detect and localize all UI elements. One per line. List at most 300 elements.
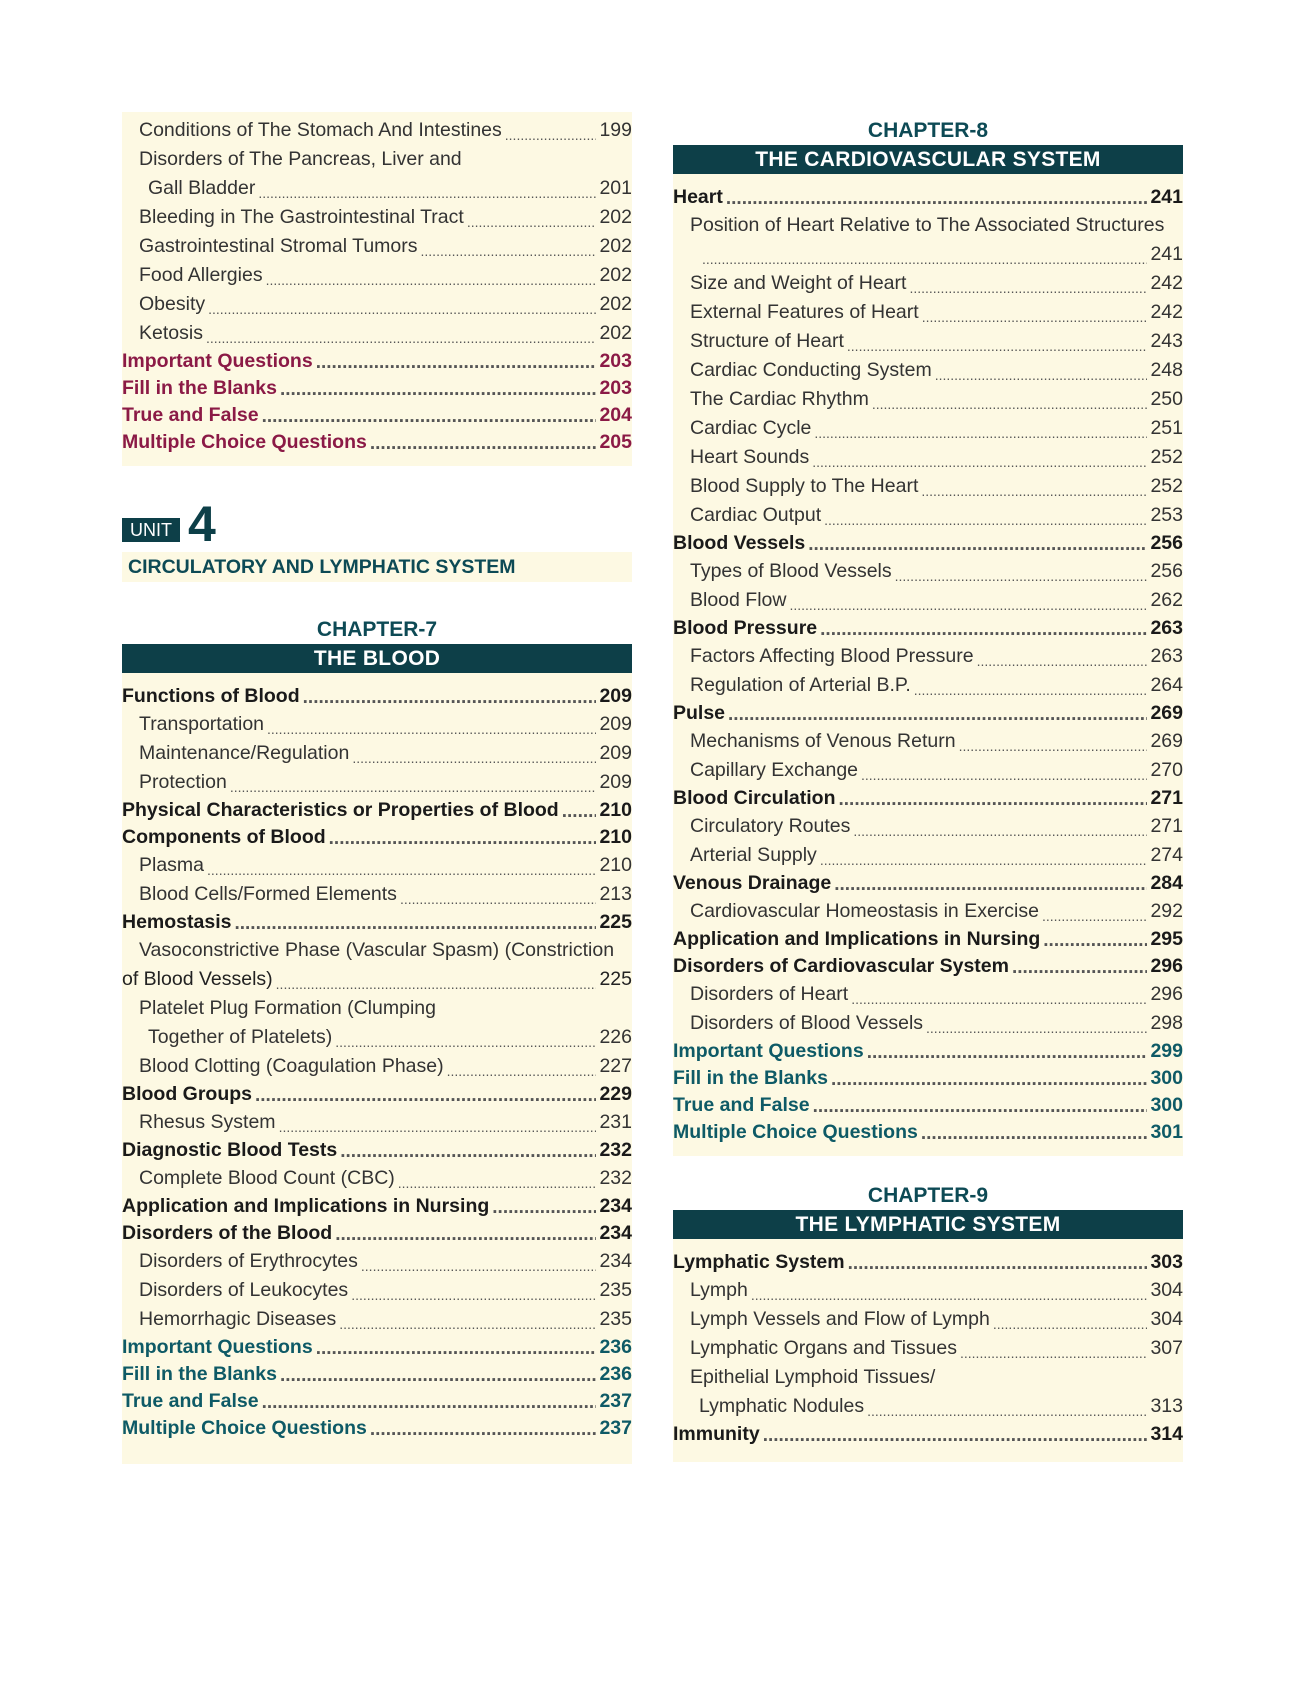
toc-entry-page: 296 [1150,955,1183,977]
toc-entry-page: 202 [599,322,632,344]
toc-entry[interactable] [122,429,632,456]
toc-entry-page: 204 [599,404,632,426]
toc-entry[interactable] [122,1108,632,1137]
toc-entry-page: 292 [1150,900,1183,922]
toc-entry-label: Disorders of the Blood [122,1222,333,1244]
toc-entry[interactable] [122,375,632,402]
toc-entry-label: Gastrointestinal Stromal Tumors [139,235,418,257]
toc-entry-page: 304 [1150,1279,1183,1301]
toc-entry[interactable] [122,683,632,710]
dot-leader [848,1252,1148,1276]
toc-entry-label: Blood Supply to The Heart [690,475,919,497]
toc-list [673,1239,1183,1462]
unit-heading [122,496,632,582]
toc-entry[interactable] [122,1415,632,1442]
toc-entry-page: 300 [1150,1067,1183,1089]
toc-entry[interactable] [122,1081,632,1108]
toc-entry-page: 243 [1150,330,1183,352]
toc-entry-page: 269 [1150,702,1183,724]
chapter-title-bar: THE CARDIOVASCULAR SYSTEM [673,145,1183,174]
toc-entry-page: 241 [1150,243,1183,265]
toc-list [673,174,1183,1156]
toc-entry-page: 232 [599,1167,632,1189]
toc-entry-label: Disorders of Erythrocytes [139,1250,358,1272]
toc-entry-label: Multiple Choice Questions [122,431,367,453]
toc-entry[interactable] [122,1276,632,1305]
toc-entry-page: 234 [599,1250,632,1272]
toc-entry-page: 213 [599,883,632,905]
toc-entry-label: Complete Blood Count (CBC) [139,1167,395,1189]
toc-entry[interactable] [673,586,1183,615]
toc-entry[interactable] [673,472,1183,501]
toc-entry-label: Circulatory Routes [690,815,851,837]
toc-entry[interactable] [122,824,632,851]
toc-entry-page: 234 [599,1222,632,1244]
toc-entry-page: 269 [1150,730,1183,752]
toc-entry-label: Blood Pressure [673,617,818,639]
chapter-9-section [673,1180,1183,1462]
toc-entry-label: Obesity [139,293,206,315]
dot-leader [280,378,597,402]
toc-entry-label: Position of Heart Relative to The Associated Structures [690,214,1165,236]
toc-entry-label: Protection [139,771,227,793]
toc-entry-page: 252 [1150,475,1183,497]
toc-entry[interactable] [673,269,1183,298]
toc-entry-label: Cardiac Output [690,504,822,526]
toc-entry[interactable] [122,880,632,909]
toc-entry[interactable] [673,615,1183,642]
toc-entry-label: Epithelial Lymphoid Tissues/ [690,1366,936,1388]
toc-entry[interactable] [122,710,632,739]
toc-entry[interactable] [673,327,1183,356]
toc-entry-page: 251 [1150,417,1183,439]
dot-leader [266,270,597,290]
toc-entry-page: 264 [1150,674,1183,696]
toc-entry-label: Disorders of Blood Vessels [690,1012,924,1034]
toc-entry-label: Size and Weight of Heart [690,272,907,294]
toc-entry[interactable] [673,501,1183,530]
dot-leader [922,307,1148,327]
toc-entry-label: Blood Circulation [673,787,836,809]
toc-entry-label: Blood Flow [690,589,787,611]
dot-leader [340,1140,596,1164]
dot-leader [279,1117,597,1137]
toc-entry-label: of Blood Vessels) [122,968,273,990]
toc-entry[interactable] [673,1276,1183,1305]
toc-entry-label: Cardiac Conducting System [690,359,932,381]
toc-entry-page: 236 [599,1336,632,1358]
toc-entry[interactable] [673,812,1183,841]
dot-leader [280,1364,597,1388]
dot-leader [847,336,1148,356]
toc-entry[interactable] [673,1038,1183,1065]
dot-leader [921,1122,1148,1146]
toc-entry-page: 270 [1150,759,1183,781]
dot-leader [262,1391,597,1415]
dot-leader [909,278,1147,298]
dot-leader [820,618,1147,642]
toc-entry-label: Structure of Heart [690,330,844,352]
toc-entry-page: 209 [599,771,632,793]
toc-entry-label: Physical Characteristics or Properties of Blood [122,799,559,821]
toc-entry[interactable] [673,385,1183,414]
toc-entry-label: Heart Sounds [690,446,810,468]
toc-entry-label: Cardiac Cycle [690,417,812,439]
toc-entry-label: Lymphatic System [673,1251,845,1273]
toc-entry[interactable] [673,700,1183,727]
toc-entry[interactable] [122,174,632,203]
toc-entry-label: Blood Vessels [673,532,806,554]
dot-leader [812,452,1147,472]
toc-entry-page: 202 [599,293,632,315]
toc-entry[interactable] [122,203,632,232]
toc-entry-page: 296 [1150,983,1183,1005]
toc-entry[interactable] [122,290,632,319]
toc-entry-page: 299 [1150,1040,1183,1062]
toc-entry-page: 301 [1150,1121,1183,1143]
toc-entry-page: 210 [599,854,632,876]
dot-leader [763,1424,1148,1448]
toc-entry-page: 209 [599,685,632,707]
toc-entry-page: 231 [599,1111,632,1133]
dot-leader [789,595,1147,615]
toc-entry[interactable] [673,240,1183,269]
toc-entry[interactable] [673,642,1183,671]
toc-entry[interactable] [673,1421,1183,1448]
toc-entry-page: 256 [1150,560,1183,582]
toc-entry[interactable] [122,232,632,261]
toc-entry-page: 241 [1150,186,1183,208]
dot-leader [562,800,597,824]
toc-entry-label: Together of Platelets) [148,1026,333,1048]
toc-entry-label: Multiple Choice Questions [122,1417,367,1439]
toc-entry-label: True and False [673,1094,810,1116]
toc-entry[interactable] [122,797,632,824]
toc-entry-label: Cardiovascular Homeostasis in Exercise [690,900,1039,922]
toc-entry[interactable] [673,184,1183,211]
dot-leader [400,889,597,909]
toc-entry[interactable] [673,1363,1183,1392]
toc-entry[interactable] [673,980,1183,1009]
toc-entry-label: Vasoconstrictive Phase (Vascular Spasm) (Constriction [139,939,615,961]
toc-entry-page: 202 [599,206,632,228]
toc-entry-page: 234 [599,1195,632,1217]
dot-leader [808,533,1147,557]
toc-entry-label: Application and Implications in Nursing [122,1195,490,1217]
chapter-title-bar: THE LYMPHATIC SYSTEM [673,1210,1183,1239]
toc-entry-label: Components of Blood [122,826,326,848]
toc-entry-label: Application and Implications in Nursing [673,928,1041,950]
toc-entry-label: Pulse [673,702,726,724]
toc-entry-page: 202 [599,235,632,257]
dot-leader [895,566,1148,586]
toc-entry[interactable] [673,356,1183,385]
toc-entry-label: Blood Clotting (Coagulation Phase) [139,1055,444,1077]
dot-leader [370,1418,597,1442]
toc-entry[interactable] [673,1305,1183,1334]
toc-entry[interactable] [673,1009,1183,1038]
toc-entry-label: The Cardiac Rhythm [690,388,869,410]
toc-entry-label: Disorders of The Pancreas, Liver and [139,148,462,170]
dot-leader [914,680,1148,700]
toc-entry-page: 300 [1150,1094,1183,1116]
toc-entry[interactable] [673,557,1183,586]
dot-leader [421,241,597,261]
toc-entry-label: Maintenance/Regulation [139,742,350,764]
toc-entry-page: 209 [599,742,632,764]
toc-entry-label: Conditions of The Stomach And Intestines [139,119,502,141]
unit-number: 4 [188,496,216,552]
toc-entry-page: 235 [599,1279,632,1301]
dot-leader [813,1095,1148,1119]
toc-entry-page: 303 [1150,1251,1183,1273]
toc-entry[interactable] [673,841,1183,870]
toc-entry-page: 284 [1150,872,1183,894]
toc-entry[interactable] [673,1065,1183,1092]
toc-entry-label: Factors Affecting Blood Pressure [690,645,974,667]
toc-entry[interactable] [673,785,1183,812]
toc-entry[interactable] [673,926,1183,953]
dot-leader [351,1285,596,1305]
toc-entry-label: True and False [122,1390,259,1412]
dot-leader [467,212,597,232]
toc-entry[interactable] [673,530,1183,557]
toc-entry-label: Diagnostic Blood Tests [122,1139,338,1161]
toc-entry-page: 263 [1150,645,1183,667]
dot-leader [398,1173,597,1193]
toc-entry[interactable] [673,671,1183,700]
toc-entry-label: Heart [673,186,723,208]
dot-leader [1043,929,1147,953]
dot-leader [206,328,597,348]
toc-entry-page: 304 [1150,1308,1183,1330]
unit-title: CIRCULATORY AND LYMPHATIC SYSTEM [122,552,632,582]
toc-entry-page: 202 [599,264,632,286]
toc-entry[interactable] [673,1392,1183,1421]
toc-entry-page: 236 [599,1363,632,1385]
dot-leader [303,686,597,710]
toc-entry-label: Immunity [673,1423,760,1445]
toc-entry-label: Mechanisms of Venous Return [690,730,956,752]
dot-leader [814,423,1147,443]
toc-entry[interactable] [122,1361,632,1388]
dot-leader [921,481,1147,501]
dot-leader [834,873,1147,897]
toc-entry[interactable] [122,402,632,429]
toc-entry-label: True and False [122,404,259,426]
chapter-label: CHAPTER-7 [316,618,438,641]
toc-entry-page: 203 [599,377,632,399]
toc-entry-label: Important Questions [122,1336,313,1358]
toc-entry-page: 227 [599,1055,632,1077]
dot-leader [824,510,1147,530]
dot-leader [1012,956,1147,980]
toc-entry-label: Functions of Blood [122,685,300,707]
toc-entry-label: Blood Groups [122,1083,252,1105]
dot-leader [262,405,597,429]
toc-entry[interactable] [673,211,1183,240]
toc-entry[interactable] [122,909,632,936]
unit-badge: UNIT [122,518,180,542]
dot-leader [728,703,1147,727]
toc-entry-page: 225 [599,968,632,990]
dot-leader [861,765,1147,785]
toc-entry[interactable] [122,348,632,375]
dot-leader [726,187,1148,211]
dot-leader [839,788,1148,812]
chapter-title-bar: THE BLOOD [122,644,632,673]
toc-entry-page: 225 [599,911,632,933]
toc-entry-label: Transportation [139,713,265,735]
toc-entry-page: 237 [599,1417,632,1439]
toc-entry[interactable] [122,145,632,174]
toc-entry-page: 295 [1150,928,1183,950]
dot-leader [339,1314,596,1334]
dot-leader [267,719,596,739]
toc-entry[interactable] [122,1193,632,1220]
dot-leader [867,1041,1148,1065]
toc-entry[interactable] [673,1092,1183,1119]
toc-entry[interactable] [122,965,632,994]
toc-entry-label: Fill in the Blanks [673,1067,828,1089]
toc-entry-label: Hemostasis [122,911,232,933]
dot-leader [851,989,1147,1009]
toc-entry[interactable] [122,1334,632,1361]
toc-entry[interactable] [673,756,1183,785]
toc-entry-page: 307 [1150,1337,1183,1359]
toc-entry[interactable] [673,1249,1183,1276]
toc-entry-label: Important Questions [122,350,313,372]
toc-entry[interactable] [122,1305,632,1334]
dot-leader [276,974,597,994]
dot-leader [993,1314,1148,1334]
dot-leader [361,1256,597,1276]
toc-entry-page: 205 [599,431,632,453]
toc-entry-page: 232 [599,1139,632,1161]
toc-entry[interactable] [122,768,632,797]
toc-entry-page: 229 [599,1083,632,1105]
toc-entry[interactable] [673,897,1183,926]
toc-list [122,673,632,1464]
toc-entry-page: 201 [599,177,632,199]
toc-entry-page: 237 [599,1390,632,1412]
toc-entry-page: 253 [1150,504,1183,526]
dot-leader [234,912,596,936]
toc-entry[interactable] [122,1137,632,1164]
dot-leader [316,351,597,375]
toc-list [122,112,632,466]
toc-entry-label: Ketosis [139,322,203,344]
dot-leader [329,827,597,851]
toc-entry-label: Important Questions [673,1040,864,1062]
toc-entry-page: 271 [1150,787,1183,809]
toc-entry-label: Lymphatic Nodules [699,1395,865,1417]
toc-entry[interactable] [122,1052,632,1081]
dot-leader [960,1343,1147,1363]
toc-entry-label: Fill in the Blanks [122,377,277,399]
toc-entry-page: 210 [599,826,632,848]
toc-entry-label: Plasma [139,854,205,876]
toc-entry[interactable] [673,870,1183,897]
toc-block-chapter6-end [122,112,632,466]
dot-leader [492,1196,596,1220]
toc-entry-label: Gall Bladder [148,177,256,199]
toc-entry[interactable] [673,443,1183,472]
toc-entry-page: 252 [1150,446,1183,468]
toc-entry-label: Disorders of Leukocytes [139,1279,349,1301]
toc-entry[interactable] [122,1164,632,1193]
toc-entry-page: 226 [599,1026,632,1048]
toc-entry[interactable] [122,1220,632,1247]
toc-entry[interactable] [122,851,632,880]
toc-entry-label: Regulation of Arterial B.P. [690,674,911,696]
toc-entry-page: 262 [1150,589,1183,611]
toc-entry-page: 210 [599,799,632,821]
toc-entry-page: 248 [1150,359,1183,381]
toc-entry[interactable] [122,994,632,1023]
toc-entry-label: Fill in the Blanks [122,1363,277,1385]
toc-entry[interactable] [122,261,632,290]
toc-entry-page: 271 [1150,815,1183,837]
toc-entry-label: Lymph [690,1279,748,1301]
dot-leader [926,1018,1147,1038]
toc-entry-label: Multiple Choice Questions [673,1121,918,1143]
toc-entry-page: 314 [1150,1423,1183,1445]
toc-entry[interactable] [673,414,1183,443]
toc-entry[interactable] [122,739,632,768]
dot-leader [853,821,1147,841]
toc-entry-label: Bleeding in The Gastrointestinal Tract [139,206,464,228]
toc-entry[interactable] [122,116,632,145]
toc-entry[interactable] [122,1388,632,1415]
toc-entry-page: 263 [1150,617,1183,639]
dot-leader [208,299,596,319]
toc-entry-page: 242 [1150,301,1183,323]
toc-entry[interactable] [673,298,1183,327]
toc-entry-label: Venous Drainage [673,872,832,894]
toc-entry-label: Disorders of Heart [690,983,849,1005]
toc-entry[interactable] [673,1334,1183,1363]
toc-entry-page: 256 [1150,532,1183,554]
toc-entry-label: Disorders of Cardiovascular System [673,955,1009,977]
dot-leader [258,183,596,203]
toc-entry[interactable] [122,1023,632,1052]
toc-entry[interactable] [122,319,632,348]
dot-leader [505,125,597,145]
chapter-7-section [122,614,632,1464]
toc-entry[interactable] [673,727,1183,756]
toc-entry-label: Lymphatic Organs and Tissues [690,1337,957,1359]
toc-entry-label: Lymph Vessels and Flow of Lymph [690,1308,990,1330]
toc-entry[interactable] [122,936,632,965]
dot-leader [335,1223,596,1247]
chapter-label: CHAPTER-8 [867,119,989,142]
toc-entry-page: 203 [599,350,632,372]
toc-entry-label: Hemorrhagic Diseases [139,1308,337,1330]
toc-entry-page: 274 [1150,844,1183,866]
chapter-8-section [673,115,1183,1156]
toc-entry-page: 199 [599,119,632,141]
toc-entry[interactable] [122,1247,632,1276]
toc-entry[interactable] [673,953,1183,980]
toc-entry-label: Capillary Exchange [690,759,859,781]
toc-entry-page: 250 [1150,388,1183,410]
toc-entry-label: Types of Blood Vessels [690,560,892,582]
dot-leader [447,1061,597,1081]
dot-leader [977,651,1148,671]
toc-entry-label: Rhesus System [139,1111,276,1133]
toc-entry[interactable] [673,1119,1183,1146]
